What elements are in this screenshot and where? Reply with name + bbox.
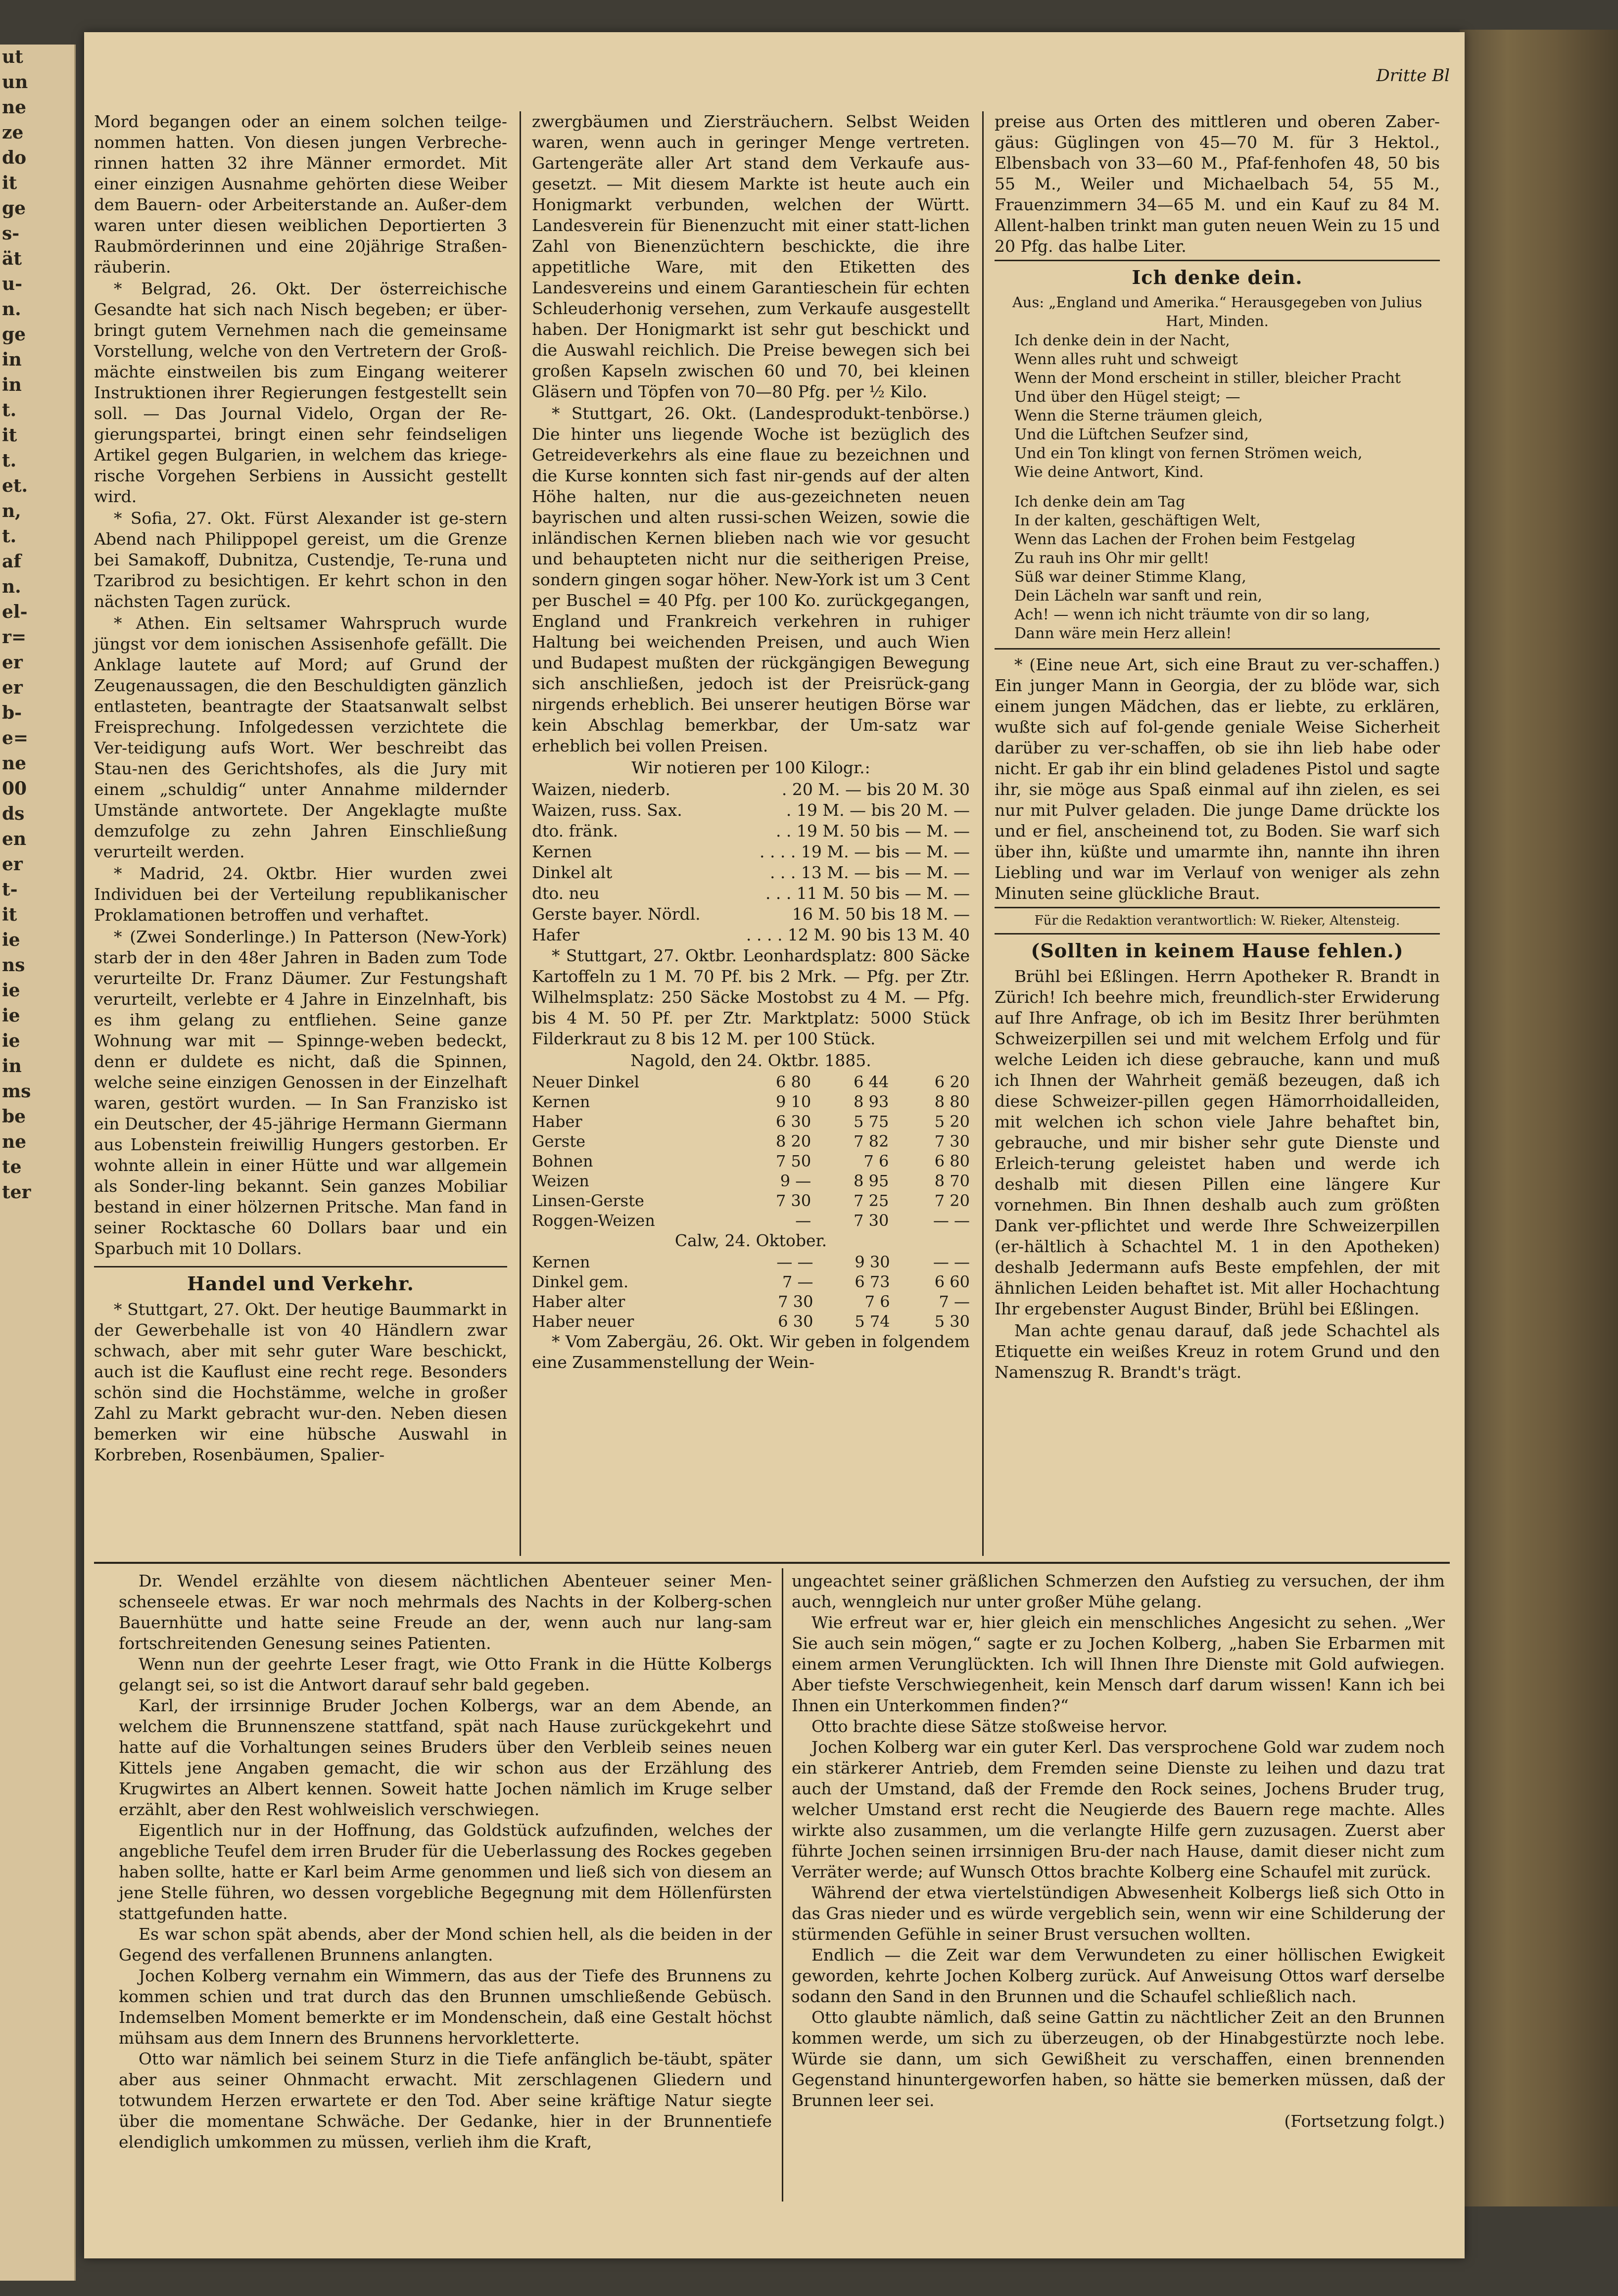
margin-fragment: ds: [2, 803, 25, 824]
table-row: [532, 1171, 970, 1191]
table-row: [532, 1131, 970, 1151]
poem-line: Süß war deiner Stimme Klang,: [1014, 568, 1246, 586]
ad-body: Brühl bei Eßlingen. Herrn Apotheker R. Brandt in Zürich! Ich beehre mich, freundlich-ster Erwiderung auf Ihre Anfrage, ob ich im Besitz Ihrer berühmten Schweizerpillen sei und mit welchem Erfolg und für welche Leiden ich diese gebrauche, kann und muß ich Ihnen der Wahrheit gemäß bezeugen, daß ich diese Schweizer-pillen gegen Hämorrhoidalleiden, mit welchen ich schon viele Jahre behaftet bin, gebrauche, und mir bisher sehr gute Dienste und Erleich-terung geleistet haben und werde ich deshalb mit diesen Pillen eine längere Kur vornehmen. Bin Ihnen deshalb auch zum größten Dank ver-pflichtet und werde Ihre Schweizerpillen (er-hältlich à Schachtel M. 1 in den Apotheken) deshalb Jedermann aufs Beste empfehlen, der mit ähnlichen Leiden behaftet ist. Mit aller Hochachtung Ihr ergebenster August Binder, Brühl bei Eßlingen.: [995, 967, 1440, 1318]
poem-line: [1014, 482, 1440, 493]
price-value: 16 M. 50 bis 18 M. —: [792, 904, 970, 924]
margin-fragment: n,: [2, 501, 21, 521]
price-cell: 7 82: [854, 1132, 889, 1151]
grain-cell: Neuer Dinkel: [532, 1073, 640, 1091]
margin-fragment: ns: [2, 955, 25, 976]
running-head: Dritte Bl: [1376, 66, 1450, 86]
margin-fragment: t.: [2, 526, 17, 547]
table-row: [532, 1191, 970, 1211]
column-3: [995, 111, 1440, 1384]
serial-left-column: [119, 1571, 772, 2153]
serial-paragraph: Endlich — die Zeit war dem Verwundeten zu einer höllischen Ewigkeit geworden, kehrte Jochen Kolberg zurück. Auf Anweisung Ottos warf derselbe sodann den Sand in den Brunnen und die Schaufel schließlich nach.: [792, 1945, 1445, 2006]
article-paragraph: * (Zwei Sonderlinge.) In Patterson (New-York) starb der in den 48er Jahren in Baden zum Tode verurteilte Dr. Franz Däumer. Zur Festungshaft verurteilt, verlebte er 4 Jahre in Einzelnhaft, bis es ihm gelang zu entfliehen. Seine ganze Wohnung war mit — Spinnge-weben bedeckt, denn er duldete es nicht, daß die Spinnen, welche seine einzigen Genossen in der Einzelhaft waren, gestört wurden. — In San Franzisko ist ein Deutscher, der 45-jährige Hermann Giermann aus Lobenstein freiwillig Hungers gestorben. Er wohnte allein in einer Hütte und war allgemein als Sonder-ling bekannt. Sein ganzes Mobiliar bestand in einer hölzernen Pritsche. Man fand in seiner Rocktasche 60 Dollars baar und ein Sparbuch mit 10 Dollars.: [94, 927, 507, 1258]
poem-line: Wenn alles ruht und schweigt: [1014, 351, 1238, 368]
price-cell: 7 30: [775, 1191, 811, 1210]
margin-fragment: ge: [2, 324, 26, 345]
margin-fragment: 00: [2, 778, 27, 799]
margin-fragment: t.: [2, 450, 17, 471]
price-cell: 8 20: [775, 1132, 811, 1151]
serial-right-column: [792, 1571, 1445, 2132]
price-row: [532, 862, 970, 883]
serial-paragraph: ungeachtet seiner gräßlichen Schmerzen den Aufstieg zu versuchen, der ihm auch, wenngleich nur unter großer Mühe gelang.: [792, 1571, 1445, 1611]
margin-fragment: ge: [2, 198, 26, 219]
previous-page-margin: [0, 45, 76, 2281]
poem-line: Dann wäre mein Herz allein!: [1014, 625, 1232, 642]
margin-fragment: it: [2, 425, 17, 446]
margin-fragment: er: [2, 677, 23, 698]
article-paragraph: * Belgrad, 26. Okt. Der österreichische Gesandte hat sich nach Nisch begeben; er über-bringt gutem Vernehmen nach die gemeinsame Vorstellung, welche von den Vertretern der Groß-mächte einstweilen bis zum Eingang weiterer Instruktionen ihrer Regierungen festgestellt sein soll. — Das Journal Videlo, Organ der Re-gierungspartei, bringt einen sehr feindseligen Artikel gegen Bulgarien, in welchem das kriege-rische Vorgehen Serbiens in Aussicht gestellt wird.: [94, 279, 507, 506]
margin-fragment: in: [2, 1056, 22, 1077]
column-rule-2: [982, 111, 984, 1556]
serial-paragraph: Jochen Kolberg war ein guter Kerl. Das versprochene Gold war zudem noch ein stärkerer Antrieb, dem Fremden seine Dienste zu leihen und dazu trat auch der Umstand, daß der Fremde den Rock seines, Jochens Bruder trug, welcher Umstand erst recht die Neugierde des Bauern rege machte. Alles wirkte also zusammen, um die verlangte Hilfe gern zuzusagen. Zuerst aber führte Jochen seinen irrsinnigen Bru-der nach Hause, damit dieser nicht zum Verräter werde; auf Wunsch Ottos brachte Kolberg eine Schaufel mit zurück.: [792, 1737, 1445, 1881]
table-row: [532, 1092, 970, 1112]
poem-line: Dein Lächeln war sanft und rein,: [1014, 587, 1263, 605]
price-item: dto. neu: [532, 884, 600, 903]
margin-fragment: it: [2, 904, 17, 925]
margin-fragment: n.: [2, 576, 21, 597]
poem-line: Und die Lüftchen Seufzer sind,: [1014, 426, 1249, 443]
serial-paragraph: Wie erfreut war er, hier gleich ein menschliches Angesicht zu sehen. „Wer Sie auch sein mögen,“ sagte er zu Jochen Kolberg, „haben Sie Erbarmen mit einem armen Verunglückten. Ich will Ihnen Ihre Dienste mit Gold aufwiegen. Aber tiefste Verschwiegenheit, kein Mensch darf darum wissen! Kann ich bei Ihnen ein Unterkommen finden?“: [792, 1613, 1445, 1715]
calw-price-table: [532, 1252, 970, 1331]
price-cell: 6 73: [855, 1272, 890, 1291]
article-paragraph: * Sofia, 27. Okt. Fürst Alexander ist ge-stern Abend nach Philippopel gereist, um die Grenze bei Samakoff, Dubnitza, Custendje, Te-runa und Tzaribrod zu besichtigen. Er kehrt schon in den nächsten Tagen zurück.: [94, 509, 507, 611]
margin-fragment: ie: [2, 980, 20, 1001]
table-row: [532, 1072, 970, 1092]
weinpreise-paragraph: preise aus Orten des mittleren und oberen Zaber-gäus: Güglingen von 45—70 M. für 3 Hektol., Elbensbach von 33—60 M., Pfaf-fenhofen 48, 50 bis 55 M., Weiler und Michaelbach 54, 55 M., Frauenzimmern 34—65 M. und ein Kauf zu 84 M. Allent-halben trinkt man guten neuen Wein zu 15 und 20 Pfg. das halbe Liter.: [995, 112, 1440, 256]
margin-fragment: ne: [2, 753, 27, 774]
table-row: [532, 1252, 970, 1272]
serial-paragraph: Otto glaubte nämlich, daß seine Gattin zu nächtlicher Zeit an den Brunnen kommen werde, um sich zu überzeugen, ob der Hinabgestürzte noch lebe. Würde sie dann, um sich Gewißheit zu verschaffen, einen brennenden Gegenstand hinuntergeworfen haben, so hätte sie bemerken müssen, daß der Brunnen leer sei.: [792, 2008, 1445, 2110]
price-cell: 7 25: [854, 1191, 889, 1210]
price-value: . 20 M. — bis 20 M. 30: [781, 780, 970, 799]
price-cell: 7 —: [939, 1292, 970, 1311]
feuilleton-divider: [94, 1562, 1450, 1564]
margin-fragment: ie: [2, 1005, 20, 1026]
price-cell: 7 50: [775, 1152, 811, 1171]
margin-fragment: s-: [2, 223, 20, 244]
margin-fragment: be: [2, 1106, 26, 1127]
margin-fragment: af: [2, 551, 21, 572]
margin-fragment: u-: [2, 274, 23, 294]
price-item: Dinkel alt: [532, 863, 613, 882]
price-cell: 8 70: [934, 1171, 970, 1190]
price-cell: 8 80: [934, 1092, 970, 1111]
grain-cell: Weizen: [532, 1171, 589, 1190]
section-title-handel: Handel und Verkehr.: [187, 1272, 414, 1295]
margin-fragment: ät: [2, 248, 22, 269]
notieren-heading: Wir notieren per 100 Kilogr.:: [631, 758, 870, 777]
column-1: [94, 111, 507, 1466]
nagold-price-table: [532, 1072, 970, 1230]
price-cell: 9 —: [780, 1171, 811, 1190]
price-cell: 7 6: [863, 1152, 889, 1171]
grain-cell: Gerste: [532, 1132, 586, 1151]
newspaper-page: [84, 32, 1465, 2258]
price-cell: 6 60: [934, 1272, 970, 1291]
poem-line: Wenn der Mond erscheint in stiller, bleicher Pracht: [1014, 370, 1401, 387]
price-row: [532, 821, 970, 842]
poem-line: Ach! — wenn ich nicht träumte von dir so lang,: [1014, 606, 1370, 623]
book-binding: [1460, 30, 1618, 2206]
article-paragraph: * Stuttgart, 26. Okt. (Landesprodukt-tenbörse.) Die hinter uns liegende Woche ist bezüglich des Getreideverkehrs als eine flaue zu bezeichnen und die Kurse konnten sich fast nir-gends auf der alten Höhe halten, nur die aus-gezeichneten neuen bayrischen und alten russi-schen Weizen, sowie die inländischen Kernen blieben nach wie vor gesucht und behaupteten nicht nur die seitherigen Preise, sondern gingen sogar höher. New-York ist um 3 Cent per Buschel = 40 Pfg. per 100 Ko. zurückgegangen, England und Frankreich verkehren in ruhiger Haltung bei weichenden Preisen, und auch Wien und Budapest mußten der rückgängigen Bewegung sich anschließen, jedoch ist der Preisrück-gang nirgends erheblich. Bei unserer heutigen Börse war kein Abschlag bemerkbar, der Um-satz war erheblich bei vollen Preisen.: [532, 404, 970, 755]
price-cell: 8 93: [854, 1092, 889, 1111]
ad-title: (Sollten in keinem Hause fehlen.): [1031, 939, 1404, 962]
price-row: [532, 779, 970, 800]
table-row: [532, 1292, 970, 1312]
price-item: Waizen, russ. Sax.: [532, 800, 682, 820]
col1-paragraphs: [94, 111, 507, 1259]
price-cell: 7 30: [854, 1211, 889, 1230]
price-cell: — —: [933, 1211, 970, 1230]
margin-fragment: in: [2, 349, 22, 370]
price-cell: 6 20: [934, 1073, 970, 1091]
grain-cell: Bohnen: [532, 1152, 593, 1171]
price-cell: 8 95: [854, 1171, 889, 1190]
margin-fragment: b-: [2, 703, 22, 723]
price-cell: 7 30: [778, 1292, 813, 1311]
serial-paragraph: Otto war nämlich bei seinem Sturz in die Tiefe anfänglich be-täubt, später aber aus seiner Ohnmacht erwacht. Mit zerschlagenen Gliedern und totwundem Herzen erwartete er den Tod. Aber seine kräftige Natur siegte über die momentane Schwäche. Der Gedanke, hier in der Brunnentiefe elendiglich umkommen zu müssen, verlieh ihm die Kraft,: [119, 2049, 772, 2152]
price-value: . . . . 12 M. 90 bis 13 M. 40: [746, 925, 970, 944]
price-cell: 7 —: [782, 1272, 813, 1291]
nagold-heading: Nagold, den 24. Oktbr. 1885.: [630, 1051, 871, 1070]
margin-fragment: el-: [2, 602, 28, 622]
margin-fragment: in: [2, 375, 22, 395]
article-paragraph: * Athen. Ein seltsamer Wahrspruch wurde jüngst vor dem ionischen Assisenhofe gefällt. Die Anklage lautete auf Mord; auf Grund der Zeugenaussagen, die den Beschuldigten gänzlich entlasteten, beantragte der Staatsanwalt selbst Freisprechung. Infolgedessen verzichtete die Ver-teidigung aufs Wort. Wer beschreibt das Stau-nen des Gerichtshofes, als die Jury mit einem „schuldig“ unter Annahme mildernder Umstände antwortete. Der Angeklagte mußte demzufolge zu zehn Jahren Einschließung verurteilt werden.: [94, 613, 507, 861]
calw-heading: Calw, 24. Oktober.: [674, 1231, 827, 1250]
serial-paragraph: Dr. Wendel erzählte von diesem nächtlichen Abenteuer seiner Men-schenseele etwas. Er war noch mehrmals des Nachts in der Kolberg-schen Bauernhütte und hatte seine Freude an der, wenn auch nur lang-sam fortschreitenden Genesung seines Patienten.: [119, 1571, 772, 1653]
ad-note: Man achte genau darauf, daß jede Schachtel als Etiquette ein weißes Kreuz in rotem Grund und den Namenszug R. Brandt's trägt.: [995, 1321, 1440, 1382]
col2-paragraphs: [532, 111, 970, 756]
price-row: [532, 800, 970, 821]
margin-fragment: ze: [2, 122, 24, 143]
margin-fragment: er: [2, 652, 23, 673]
price-item: Kernen: [532, 842, 592, 861]
column-2: [532, 111, 970, 1374]
grain-cell: Roggen-Weizen: [532, 1211, 655, 1230]
leonhard-paragraph: * Stuttgart, 27. Oktbr. Leonhardsplatz: 800 Säcke Kartoffeln zu 1 M. 70 Pf. bis 2 Mrk. — Pfg. per Ztr. Wilhelmsplatz: 250 Säcke Mostobst zu 4 M. — Pfg. bis 4 M. 50 Pf. per Ztr. Marktplatz: 5000 Stück Filderkraut zu 8 bis 12 M. per 100 Stück.: [532, 946, 970, 1048]
table-row: [532, 1312, 970, 1331]
price-item: Hafer: [532, 925, 579, 944]
poem-source: Aus: „England und Amerika.“ Herausgegeben von Julius Hart, Minden.: [1012, 294, 1423, 329]
price-row: [532, 904, 970, 925]
serial-paragraph: Während der etwa viertelstündigen Abwesenheit Kolbergs ließ sich Otto in das Gras nieder und es würde vergeblich sein, wenn wir eine Schilderung der stürmenden Gefühle in seiner Brust versuchen wollten.: [792, 1883, 1445, 1944]
handel-paragraph: * Stuttgart, 27. Okt. Der heutige Baummarkt in der Gewerbehalle ist von 40 Händlern zwar schwach, aber mit sehr guter Ware beschickt, auch ist die Kauflust eine recht rege. Besonders schön sind die Hochstämme, welche in großer Zahl zu Markt gebracht wur-den. Neben diesen bemerken wir eine hübsche Auswahl in Korbreben, Rosenbäumen, Spalier-: [94, 1300, 507, 1464]
margin-fragment: t.: [2, 400, 17, 421]
grain-cell: Linsen-Gerste: [532, 1191, 644, 1210]
grain-cell: Kernen: [532, 1092, 590, 1111]
grain-cell: Haber neuer: [532, 1312, 634, 1331]
price-cell: 5 75: [854, 1112, 889, 1131]
margin-fragment: ms: [2, 1081, 31, 1102]
price-value: . . . . 19 M. — bis — M. —: [759, 842, 970, 861]
price-item: Waizen, niederb.: [532, 780, 670, 799]
margin-fragment: un: [2, 72, 28, 93]
poem-line: In der kalten, geschäftigen Welt,: [1014, 512, 1261, 529]
grain-cell: Haber: [532, 1112, 582, 1131]
price-cell: 6 30: [775, 1112, 811, 1131]
price-cell: 7 6: [864, 1292, 890, 1311]
margin-fragment: r=: [2, 627, 27, 648]
poem-line: Ich denke dein in der Nacht,: [1014, 332, 1230, 349]
price-cell: 9 10: [775, 1092, 811, 1111]
margin-fragment: et.: [2, 475, 28, 496]
poem-line: Wie deine Antwort, Kind.: [1014, 464, 1204, 481]
margin-fragment: t-: [2, 879, 18, 900]
article-paragraph: zwergbäumen und Ziersträuchern. Selbst Weiden waren, wenn auch in geringer Menge vertreten. Gartengeräte aller Art stand dem Verkaufe aus-gesetzt. — Mit diesem Markte ist heute auch ein Honigmarkt verbunden, welchen der Württ. Landesverein für Bienenzucht mit einer statt-lichen Zahl von Bienenzüchtern beschickte, die ihre appetitliche Ware, mit den Etiketten des Landesvereins und einem Garantieschein für echten Schleuderhonig versehen, zum Verkaufe ausgestellt haben. Der Honigmarkt ist sehr gut beschickt und die Auswahl reichlich. Die Preise bewegen sich bei großen Kapseln zwischen 60 und 70, bei kleinen Gläsern und Töpfen von 70—80 Pfg. per ½ Kilo.: [532, 112, 970, 401]
price-value: . . . 13 M. — bis — M. —: [769, 863, 970, 882]
poem: [995, 331, 1440, 643]
table-row: [532, 1151, 970, 1171]
price-cell: 7 30: [934, 1132, 970, 1151]
zabergaeu-paragraph: * Vom Zabergäu, 26. Okt. Wir geben in folgendem eine Zusammenstellung der Wein-: [532, 1332, 970, 1372]
poem-line: Zu rauh ins Ohr mir gellt!: [1014, 550, 1209, 567]
grain-cell: Haber alter: [532, 1292, 625, 1311]
price-value: . . 19 M. 50 bis — M. —: [775, 821, 970, 841]
price-cell: 6 44: [854, 1073, 889, 1091]
table-row: [532, 1112, 970, 1131]
table-row: [532, 1211, 970, 1230]
margin-fragment: te: [2, 1157, 22, 1177]
margin-fragment: n.: [2, 299, 21, 320]
grain-cell: Dinkel gem.: [532, 1272, 629, 1291]
margin-fragment: ut: [2, 47, 23, 67]
price-row: [532, 925, 970, 945]
margin-fragment: ie: [2, 930, 20, 950]
margin-fragment: ne: [2, 97, 27, 118]
price-cell: 9 30: [855, 1253, 890, 1271]
price-value: . . . 11 M. 50 bis — M. —: [765, 884, 970, 903]
price-cell: 6 80: [775, 1073, 811, 1091]
margin-fragment: ne: [2, 1131, 27, 1152]
serial-continued: (Fortsetzung folgt.): [1284, 2111, 1445, 2131]
notieren-price-list: [532, 779, 970, 945]
margin-fragment: it: [2, 173, 17, 193]
margin-fragment: e=: [2, 728, 29, 749]
price-cell: — —: [776, 1253, 813, 1271]
price-row: [532, 842, 970, 862]
price-cell: — —: [933, 1253, 970, 1271]
poem-line: Wenn das Lachen der Frohen beim Festgelag: [1014, 531, 1356, 548]
serial-paragraph: Otto brachte diese Sätze stoßweise hervor.: [811, 1717, 1168, 1736]
serial-paragraph: Eigentlich nur in der Hoffnung, das Goldstück aufzufinden, welches der angebliche Teufel dem irren Bruder für die Ueberlassung des Rockes gegeben haben sollte, hatte er Karl beim Arme genommen und ließ sich von diesem an jene Stelle führen, wo dessen vorgebliche Begegnung mit dem Höllenfürsten stattgefunden hatte.: [119, 1821, 772, 1923]
poem-line: Ich denke dein am Tag: [1014, 493, 1186, 511]
poem-title: Ich denke dein.: [1132, 266, 1303, 288]
serial-paragraph: Es war schon spät abends, aber der Mond schien hell, als die beiden in der Gegend des verfallenen Brunnens anlangten.: [119, 1924, 772, 1965]
article-paragraph: Mord begangen oder an einem solchen teilge-nommen hatten. Von diesen jungen Verbreche-rinnen hatten 32 ihre Männer ermordet. Mit einer einzigen Ausnahme gehörten diese Weiber dem Bauern- oder Arbeiterstande an. Außer-dem waren unter diesen weiblichen Deportierten 3 Raubmörderinnen und eine 20jährige Straßen-räuberin.: [94, 112, 507, 277]
margin-fragment: ie: [2, 1031, 20, 1051]
price-value: . 19 M. — bis 20 M. —: [786, 800, 970, 820]
margin-fragment: en: [2, 829, 27, 849]
margin-fragment: ter: [2, 1182, 31, 1203]
price-cell: 7 20: [934, 1191, 970, 1210]
price-cell: 5 30: [934, 1312, 970, 1331]
price-cell: 6 30: [778, 1312, 813, 1331]
margin-fragment: er: [2, 854, 23, 875]
poem-line: Und ein Ton klingt von fernen Strömen weich,: [1014, 445, 1363, 462]
price-item: dto. fränk.: [532, 821, 619, 841]
serial-paragraph: Karl, der irrsinnige Bruder Jochen Kolbergs, war an dem Abende, an welchem die Brunnenszene stattfand, spät nach Hause zurückgekehrt und hatte auf die Vorhaltungen seines Bruders über den Verbleib seines neuen Kittels jene Angaben gemacht, die wir schon aus der Erzählung des Krugwirtes an Albert kennen. Soweit hatte Jochen nämlich im Kruge selber erzählt, aber den Rest wohlweislich verschwiegen.: [119, 1696, 772, 1819]
price-cell: 5 20: [934, 1112, 970, 1131]
braut-paragraph: * (Eine neue Art, sich eine Braut zu ver-schaffen.) Ein junger Mann in Georgia, der zu blöde war, sich einem jungen Mädchen, das er liebte, zu erklären, wußte sich auf fol-gende geniale Weise Sicherheit darüber zu ver-schaffen, ob sie ihn lieb habe oder nicht. Er gab ihr ein blind geladenes Pistol und sagte ihr, sie möge aus Spaß einmal auf ihn zielen, es sei nur mit Pulver geladen. Die junge Dame drückte los und er fiel, anscheinend tot, zu Boden. Sie warf sich über ihn, küßte und umarmte ihn, nannte ihn ihren Liebling und war im Verlauf von weniger als zehn Minuten seine glückliche Braut.: [995, 655, 1440, 903]
column-rule-1: [520, 111, 521, 1556]
editor-credit: Für die Redaktion verantwortlich: W. Rieker, Altensteig.: [995, 907, 1440, 935]
price-cell: 5 74: [855, 1312, 890, 1331]
poem-line: Wenn die Sterne träumen gleich,: [1014, 407, 1263, 424]
price-row: [532, 883, 970, 904]
serial-column-rule: [782, 1568, 783, 2202]
table-row: [532, 1272, 970, 1292]
price-item: Gerste bayer. Nördl.: [532, 904, 701, 924]
margin-fragment: do: [2, 147, 27, 168]
serial-paragraph: Wenn nun der geehrte Leser fragt, wie Otto Frank in die Hütte Kolbergs gelangt sei, so ist die Antwort darauf sehr bald gegeben.: [119, 1654, 772, 1694]
grain-cell: Kernen: [532, 1253, 590, 1271]
poem-line: Und über den Hügel steigt; —: [1014, 388, 1240, 406]
price-cell: 6 80: [934, 1152, 970, 1171]
price-cell: —: [795, 1211, 811, 1230]
serial-paragraph: Jochen Kolberg vernahm ein Wimmern, das aus der Tiefe des Brunnens zu kommen schien und trat durch das den Brunnen umschließende Gebüsch. Indemselben Moment bemerkte er im Mondenschein, daß eine Gestalt höchst mühsam aus dem Innern des Brunnens hervorkletterte.: [119, 1966, 772, 2048]
article-paragraph: * Madrid, 24. Oktbr. Hier wurden zwei Individuen bei der Verteilung republikanischer Proklamationen betroffen und verhaftet.: [94, 864, 507, 925]
